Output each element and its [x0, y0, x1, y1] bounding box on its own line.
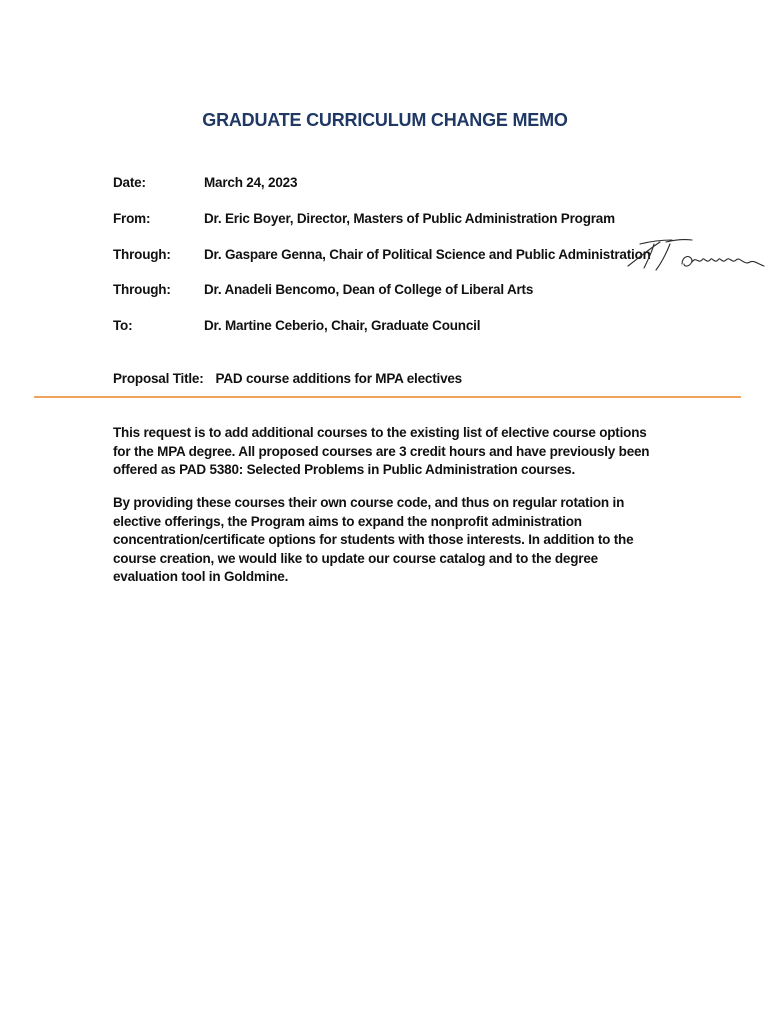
- from-row: [113, 211, 615, 226]
- to-row: [113, 318, 480, 333]
- through-row-1: [113, 247, 651, 262]
- to-label: To:: [113, 318, 133, 333]
- date-value: March 24, 2023: [204, 175, 298, 190]
- through-row-2: [113, 282, 533, 297]
- from-value: Dr. Eric Boyer, Director, Masters of Public Administration Program: [204, 211, 615, 226]
- body-paragraph-2: By providing these courses their own course code, and thus on regular rotation in elective offerings, the Program aims to expand the nonprofit administration concentration/certificate options for students with those interests. In addition to the course creation, we would like to update our course catalog and to the degree evaluation tool in Goldmine.: [113, 495, 634, 584]
- through-label-1: Through:: [113, 247, 171, 262]
- through-value-1: Dr. Gaspare Genna, Chair of Political Science and Public Administration: [204, 247, 651, 262]
- body-paragraph-1: This request is to add additional courses to the existing list of elective course options for the MPA degree. All proposed courses are 3 credit hours and have previously been offered as PAD 5380: Selected Problems in Public Administration courses.: [113, 425, 650, 477]
- proposal-title-row: [113, 371, 462, 386]
- to-value: Dr. Martine Ceberio, Chair, Graduate Council: [204, 318, 481, 333]
- date-row: [113, 175, 297, 190]
- date-label: Date:: [113, 175, 146, 190]
- handwritten-signature-icon: [626, 236, 766, 276]
- memo-title: GRADUATE CURRICULUM CHANGE MEMO: [202, 110, 568, 130]
- through-label-2: Through:: [113, 282, 171, 297]
- section-divider: [34, 396, 741, 398]
- from-label: From:: [113, 211, 151, 226]
- proposal-title-value: PAD course additions for MPA electives: [215, 371, 462, 386]
- through-value-2: Dr. Anadeli Bencomo, Dean of College of Liberal Arts: [204, 282, 534, 297]
- proposal-title-label: Proposal Title:: [113, 371, 204, 386]
